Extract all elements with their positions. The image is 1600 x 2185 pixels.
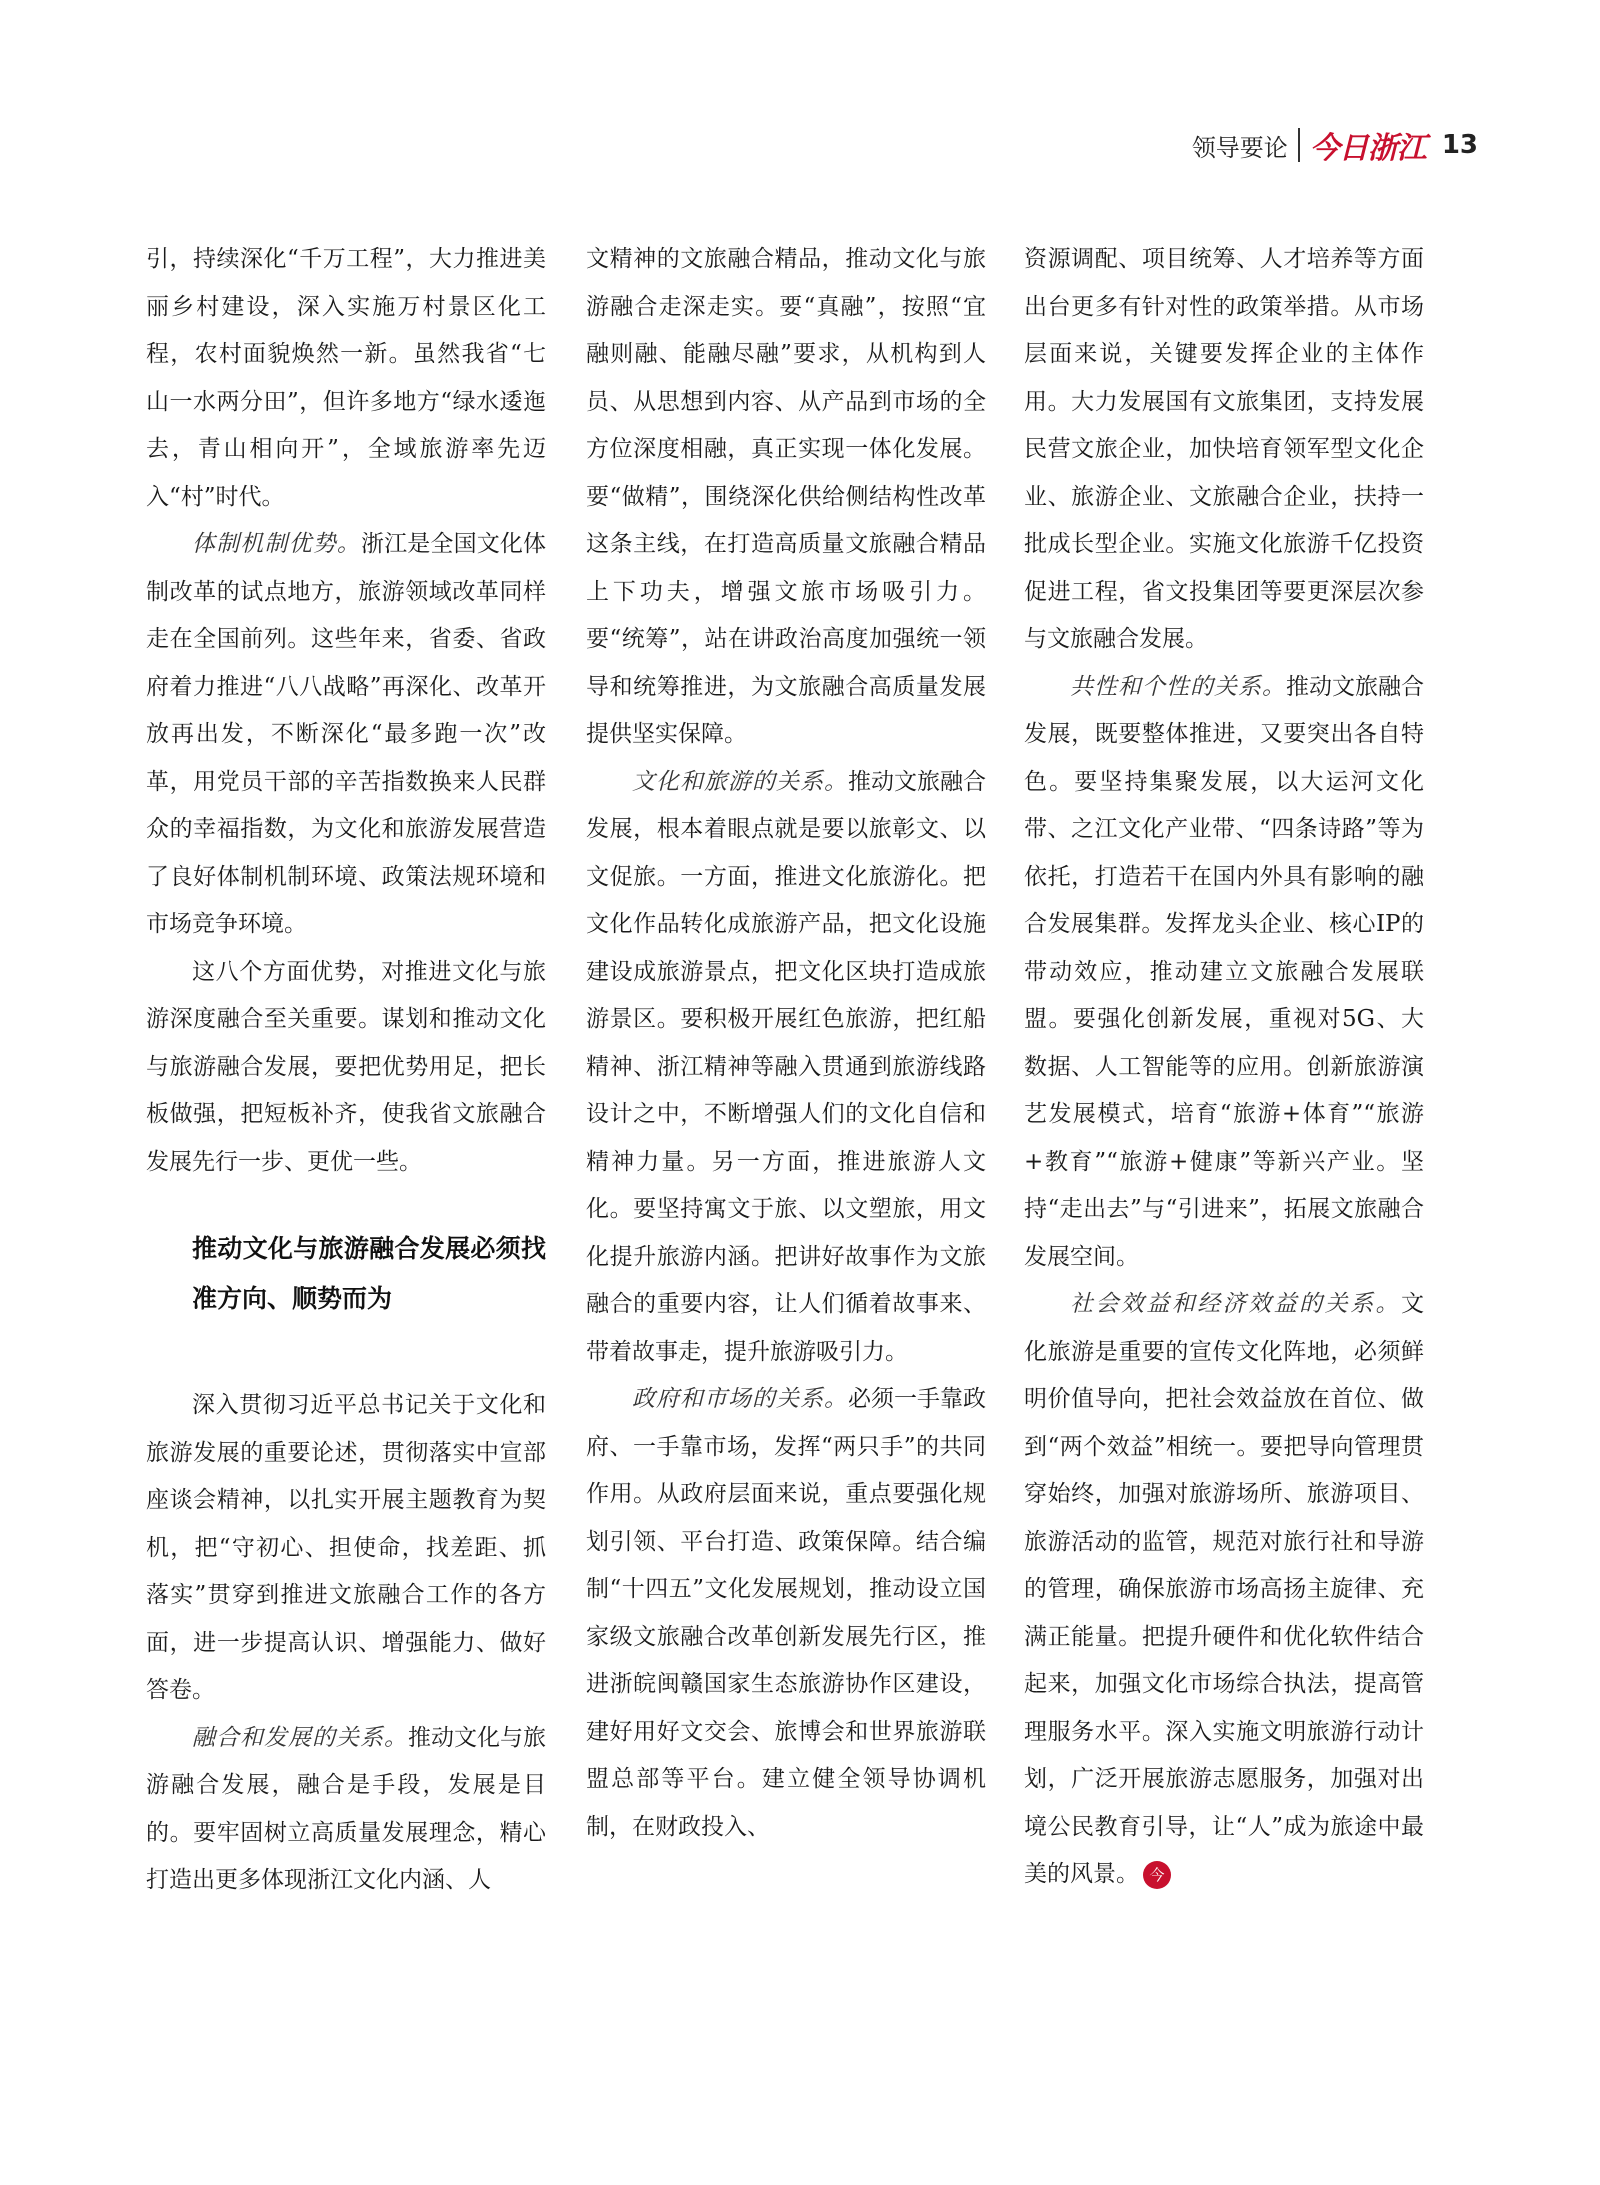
column-2 [586, 236, 986, 1851]
paragraph [146, 1715, 546, 1905]
paragraph: 文精神的文旅融合精品，推动文化与旅游融合走深走实。要“真融”，按照“宜融则融、能融尽融”要求，从机构到人员、从思想到内容、从产品到市场的全方位深度相融，真正实现一体化发展。要“做精”，围绕深化供给侧结构性改革这条主线，在打造高质量文旅融合精品上下功夫，增强文旅市场吸引力。要“统筹”，站在讲政治高度加强统一领导和统筹推进，为文旅融合高质量发展提供坚实保障。 [586, 246, 986, 747]
paragraph-body: 浙江是全国文化体制改革的试点地方，旅游领域改革同样走在全国前列。这些年来，省委、省政府着力推进“八八战略”再深化、改革开放再出发，不断深化“最多跑一次”改革，用党员干部的辛苦指数换来人民群众的幸福指数，为文化和旅游发展营造了良好体制机制环境、政策法规环境和市场竞争环境。 [146, 531, 547, 937]
section-subheading: 推动文化与旅游融合发展必须找准方向、顺势而为 [192, 1234, 546, 1313]
paragraph: 引，持续深化“千万工程”，大力推进美丽乡村建设，深入实施万村景区化工程，农村面貌焕然一新。虽然我省“七山一水两分田”，但许多地方“绿水逶迤去，青山相向开”，全域旅游率先迈入“村”时代。 [146, 246, 546, 510]
paragraph-body: 推动文旅融合发展，根本着眼点就是要以旅彰文、以文促旅。一方面，推进文化旅游化。把文化作品转化成旅游产品，把文化设施建设成旅游景点，把文化区块打造成旅游景区。要积极开展红色旅游，把红船精神、浙江精神等融入贯通到旅游线路设计之中，不断增强人们的文化自信和精神力量。另一方面，推进旅游人文化。要坚持寓文于旅、以文塑旅，用文化提升旅游内涵。把讲好故事作为文旅融合的重要内容，让人们循着故事来、带着故事走，提升旅游吸引力。 [586, 768, 986, 1365]
end-mark-icon: 今 [1143, 1861, 1171, 1889]
page-header [1192, 124, 1478, 166]
paragraph [586, 1376, 986, 1851]
header-divider [1298, 128, 1300, 162]
paragraph-body: 推动文旅融合发展，既要整体推进，又要突出各自特色。要坚持集聚发展，以大运河文化带、之江文化产业带、“四条诗路”等为依托，打造若干在国内外具有影响的融合发展集群。发挥龙头企业、核心IP的带动效应，推动建立文旅融合发展联盟。要强化创新发展，重视对5G、大数据、人工智能等的应用。创新旅游演艺发展模式，培育“旅游+体育”“旅游+教育”“旅游+健康”等新兴产业。坚持“走出去”与“引进来”，拓展文旅融合发展空间。 [1024, 673, 1424, 1270]
paragraph [146, 521, 546, 949]
magazine-logo: 今日浙江 [1309, 131, 1426, 166]
column-1 [146, 236, 546, 1905]
paragraph [586, 759, 986, 1377]
column-3 [1024, 236, 1424, 1899]
paragraph-lead: 体制机制优势。 [192, 531, 361, 557]
paragraph-lead: 政府和市场的关系。 [632, 1386, 848, 1412]
paragraph [1024, 1281, 1424, 1899]
paragraph-lead: 融合和发展的关系。 [192, 1724, 408, 1751]
page-number: 13 [1441, 130, 1478, 160]
paragraph: 深入贯彻习近平总书记关于文化和旅游发展的重要论述，贯彻落实中宣部座谈会精神，以扎实开展主题教育为契机，把“守初心、担使命，找差距、抓落实”贯穿到推进文旅融合工作的各方面，进一步提高认识、增强能力、做好答卷。 [146, 1392, 546, 1703]
paragraph-body: 必须一手靠政府、一手靠市场，发挥“两只手”的共同作用。从政府层面来说，重点要强化规划引领、平台打造、政策保障。结合编制“十四五”文化发展规划，推动设立国家级文旅融合改革创新发展先行区，推进浙皖闽赣国家生态旅游协作区建设，建好用好文交会、旅博会和世界旅游联盟总部等平台。建立健全领导协调机制，在财政投入、 [586, 1386, 986, 1840]
paragraph-body: 推动文化与旅游融合发展，融合是手段，发展是目的。要牢固树立高质量发展理念，精心打造出更多体现浙江文化内涵、人 [146, 1724, 546, 1893]
paragraph-lead: 社会效益和经济效益的关系。 [1070, 1291, 1401, 1317]
paragraph-lead: 文化和旅游的关系。 [632, 768, 848, 795]
paragraph-lead: 共性和个性的关系。 [1070, 673, 1286, 700]
paragraph-body: 文化旅游是重要的宣传文化阵地，必须鲜明价值导向，把社会效益放在首位、做到“两个效益”相统一。要把导向管理贯穿始终，加强对旅游场所、旅游项目、旅游活动的监管，规范对旅行社和导游的管理，确保旅游市场高扬主旋律、充满正能量。把提升硬件和优化软件结合起来，加强文化市场综合执法，提高管理服务水平。深入实施文明旅游行动计划，广泛开展旅游志愿服务，加强对出境公民教育引导，让“人”成为旅途中最美的风景。 [1024, 1291, 1424, 1887]
paragraph: 这八个方面优势，对推进文化与旅游深度融合至关重要。谋划和推动文化与旅游融合发展，要把优势用足，把长板做强，把短板补齐，使我省文旅融合发展先行一步、更优一些。 [146, 958, 546, 1175]
paragraph [1024, 664, 1424, 1282]
section-name: 领导要论 [1191, 133, 1288, 162]
paragraph: 资源调配、项目统筹、人才培养等方面出台更多有针对性的政策举措。从市场层面来说，关键要发挥企业的主体作用。大力发展国有文旅集团，支持发展民营文旅企业，加快培育领军型文化企业、旅游企业、文旅融合企业，扶持一批成长型企业。实施文化旅游千亿投资促进工程，省文投集团等要更深层次参与文旅融合发展。 [1024, 246, 1424, 652]
